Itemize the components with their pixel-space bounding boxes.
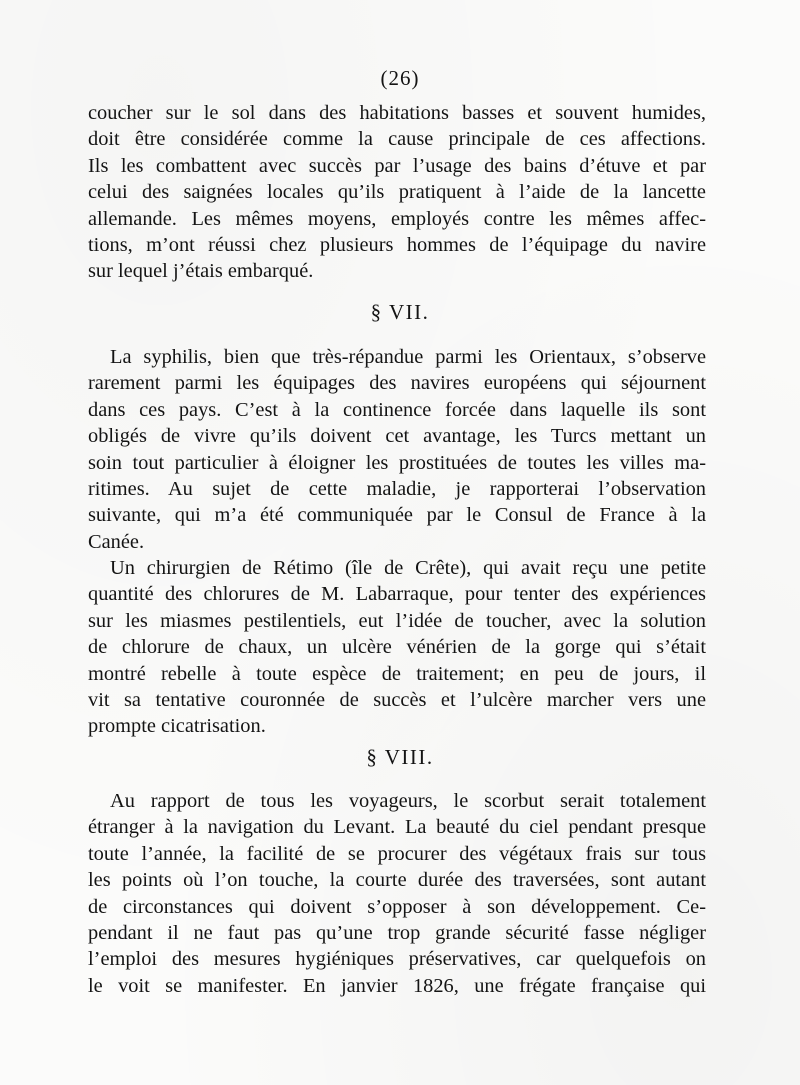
section-heading-vii: § VII. <box>370 300 430 324</box>
page-number: (26) <box>380 66 420 90</box>
text-line: pendant il ne faut pas qu’une trop grande sécurité fasse négliger <box>88 921 706 944</box>
text-line: rarement parmi les équipages des navires européens qui séjournent <box>88 372 706 395</box>
text-line: tions, m’ont réussi chez plusieurs hommes de l’équipage du navire <box>88 233 706 256</box>
text-line: sur les miasmes pestilentiels, eut l’idée de toucher, avec la solution <box>88 609 706 632</box>
text-line: Un chirurgien de Rétimo (île de Crête), qui avait reçu une petite <box>110 557 706 579</box>
text-line: montré rebelle à toute espèce de traitement; en peu de jours, il <box>88 662 706 685</box>
paragraph-1 <box>88 100 706 285</box>
text-line: Canée. <box>88 530 145 553</box>
text-line: de chlorure de chaux, un ulcère vénérien de la gorge qui s’était <box>88 636 706 659</box>
text-line: doit être considérée comme la cause principale de ces affections. <box>88 128 706 151</box>
text-line: étranger à la navigation du Levant. La beauté du ciel pendant presque <box>88 816 706 839</box>
text-line: dans ces pays. C’est à la continence forcée dans laquelle ils sont <box>88 398 706 421</box>
text-line: l’emploi des mesures hygiéniques préservatives, car quelquefois on <box>88 948 706 971</box>
text-line: suivante, qui m’a été communiquée par le Consul de France à la <box>88 504 706 527</box>
paragraph-3 <box>88 555 706 740</box>
text-line: ritimes. Au sujet de cette maladie, je rapporterai l’observation <box>88 477 706 500</box>
text-line: quantité des chlorures de M. Labarraque, pour tenter des expériences <box>88 583 706 606</box>
paragraph-2 <box>88 344 706 555</box>
text-line: de circonstances qui doivent s’opposer à son développement. Ce- <box>88 895 706 918</box>
section-heading-viii: § VIII. <box>366 745 434 769</box>
text-line: vit sa tentative couronnée de succès et l’ulcère marcher vers une <box>88 688 706 711</box>
text-line: celui des saignées locales qu’ils pratiquent à l’aide de la lancette <box>88 181 706 204</box>
text-line: sur lequel j’étais embarqué. <box>88 260 314 283</box>
text-line: Ils les combattent avec succès par l’usage des bains d’étuve et par <box>88 154 706 177</box>
text-line: Au rapport de tous les voyageurs, le scorbut serait totalement <box>110 790 706 812</box>
text-line: le voit se manifester. En janvier 1826, une frégate française qui <box>88 974 706 997</box>
text-line: coucher sur le sol dans des habitations basses et souvent humides, <box>88 102 706 124</box>
text-line: toute l’année, la facilité de se procurer des végétaux frais sur tous <box>88 842 706 865</box>
text-line: soin tout particulier à éloigner les prostituées de toutes les villes ma- <box>88 451 706 474</box>
text-line: La syphilis, bien que très-répandue parmi les Orientaux, s’observe <box>110 346 706 368</box>
text-line: prompte cicatrisation. <box>88 715 266 738</box>
text-line: les points où l’on touche, la courte durée des traversées, sont autant <box>88 869 706 892</box>
text-line: allemande. Les mêmes moyens, employés contre les mêmes affec- <box>88 207 706 230</box>
text-line: obligés de vivre qu’ils doivent cet avantage, les Turcs mettant un <box>88 425 706 448</box>
paragraph-4 <box>88 788 706 999</box>
